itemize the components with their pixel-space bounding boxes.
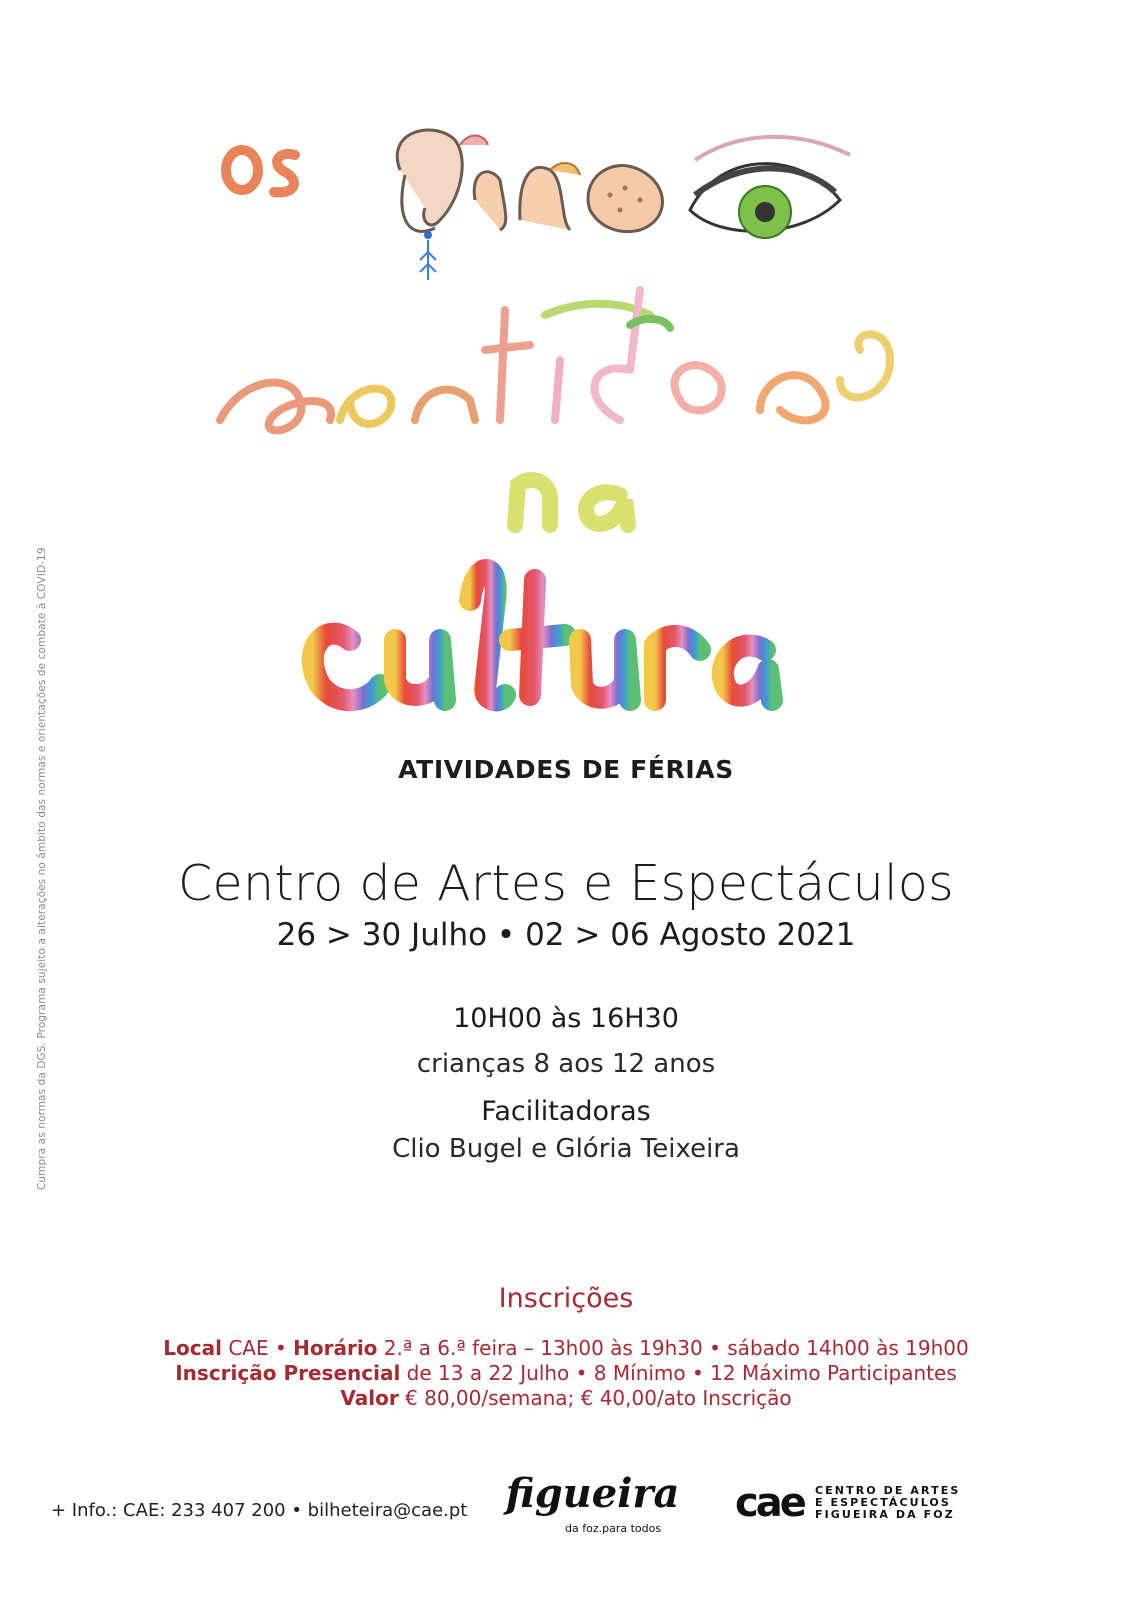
event-subtitle: ATIVIDADES DE FÉRIAS <box>398 755 734 784</box>
title-cultura <box>313 570 772 700</box>
valor-value: € 80,00/semana; € 40,00/ato Inscrição <box>398 1386 792 1410</box>
horario-label: Horário <box>293 1336 378 1360</box>
target-audience: crianças 8 aos 12 anos <box>416 1049 716 1079</box>
title-sentidos <box>220 290 890 430</box>
registration-location-schedule <box>0 1336 1132 1360</box>
valor-label: Valor <box>340 1386 399 1410</box>
presencial-value: de 13 a 22 Julho • 8 Mínimo • 12 Máximo Participantes <box>400 1361 957 1385</box>
venue-name: Centro de Artes e Espectáculos <box>178 855 954 912</box>
local-label: Local <box>163 1336 222 1360</box>
local-value: CAE • <box>221 1336 294 1360</box>
figueira-wordmark: figueira <box>505 1470 680 1517</box>
registration-in-person <box>0 1361 1132 1385</box>
presencial-label: Inscrição Presencial <box>175 1361 401 1385</box>
title-os <box>226 150 295 192</box>
facilitators-label: Facilitadoras <box>481 1096 651 1127</box>
figueira-tagline: da foz.para todos <box>565 1522 662 1535</box>
title-cinco <box>397 130 850 280</box>
registration-price <box>0 1386 1132 1410</box>
cae-name-line2: E ESPECTÁCULOS <box>815 1496 951 1509</box>
figueira-logo <box>505 1470 680 1545</box>
cae-name-line3: FIGUEIRA DA FOZ <box>815 1508 955 1521</box>
cae-name-line1: CENTRO DE ARTES <box>815 1484 961 1497</box>
title-na <box>515 480 628 525</box>
contact-info: + Info.: CAE: 233 407 200 • bilheteira@cae.pt <box>51 1500 468 1521</box>
event-dates: 26 > 30 Julho • 02 > 06 Agosto 2021 <box>276 917 856 953</box>
event-hours: 10H00 às 16H30 <box>453 1003 679 1034</box>
horario-value: 2.ª a 6.ª feira – 13h00 às 19h30 • sábado 14h00 às 19h00 <box>377 1336 969 1360</box>
cae-wordmark: cae <box>735 1480 804 1526</box>
facilitators-names: Clio Bugel e Glória Teixeira <box>392 1134 740 1164</box>
covid-disclaimer: Cumpra as normas da DGS. Programa sujeito a alterações no âmbito das normas e orientações de combate à COVID-19 <box>36 547 48 1190</box>
registration-title: Inscrições <box>498 1283 634 1314</box>
title-artwork <box>200 100 960 740</box>
cae-logo <box>735 1480 965 1530</box>
